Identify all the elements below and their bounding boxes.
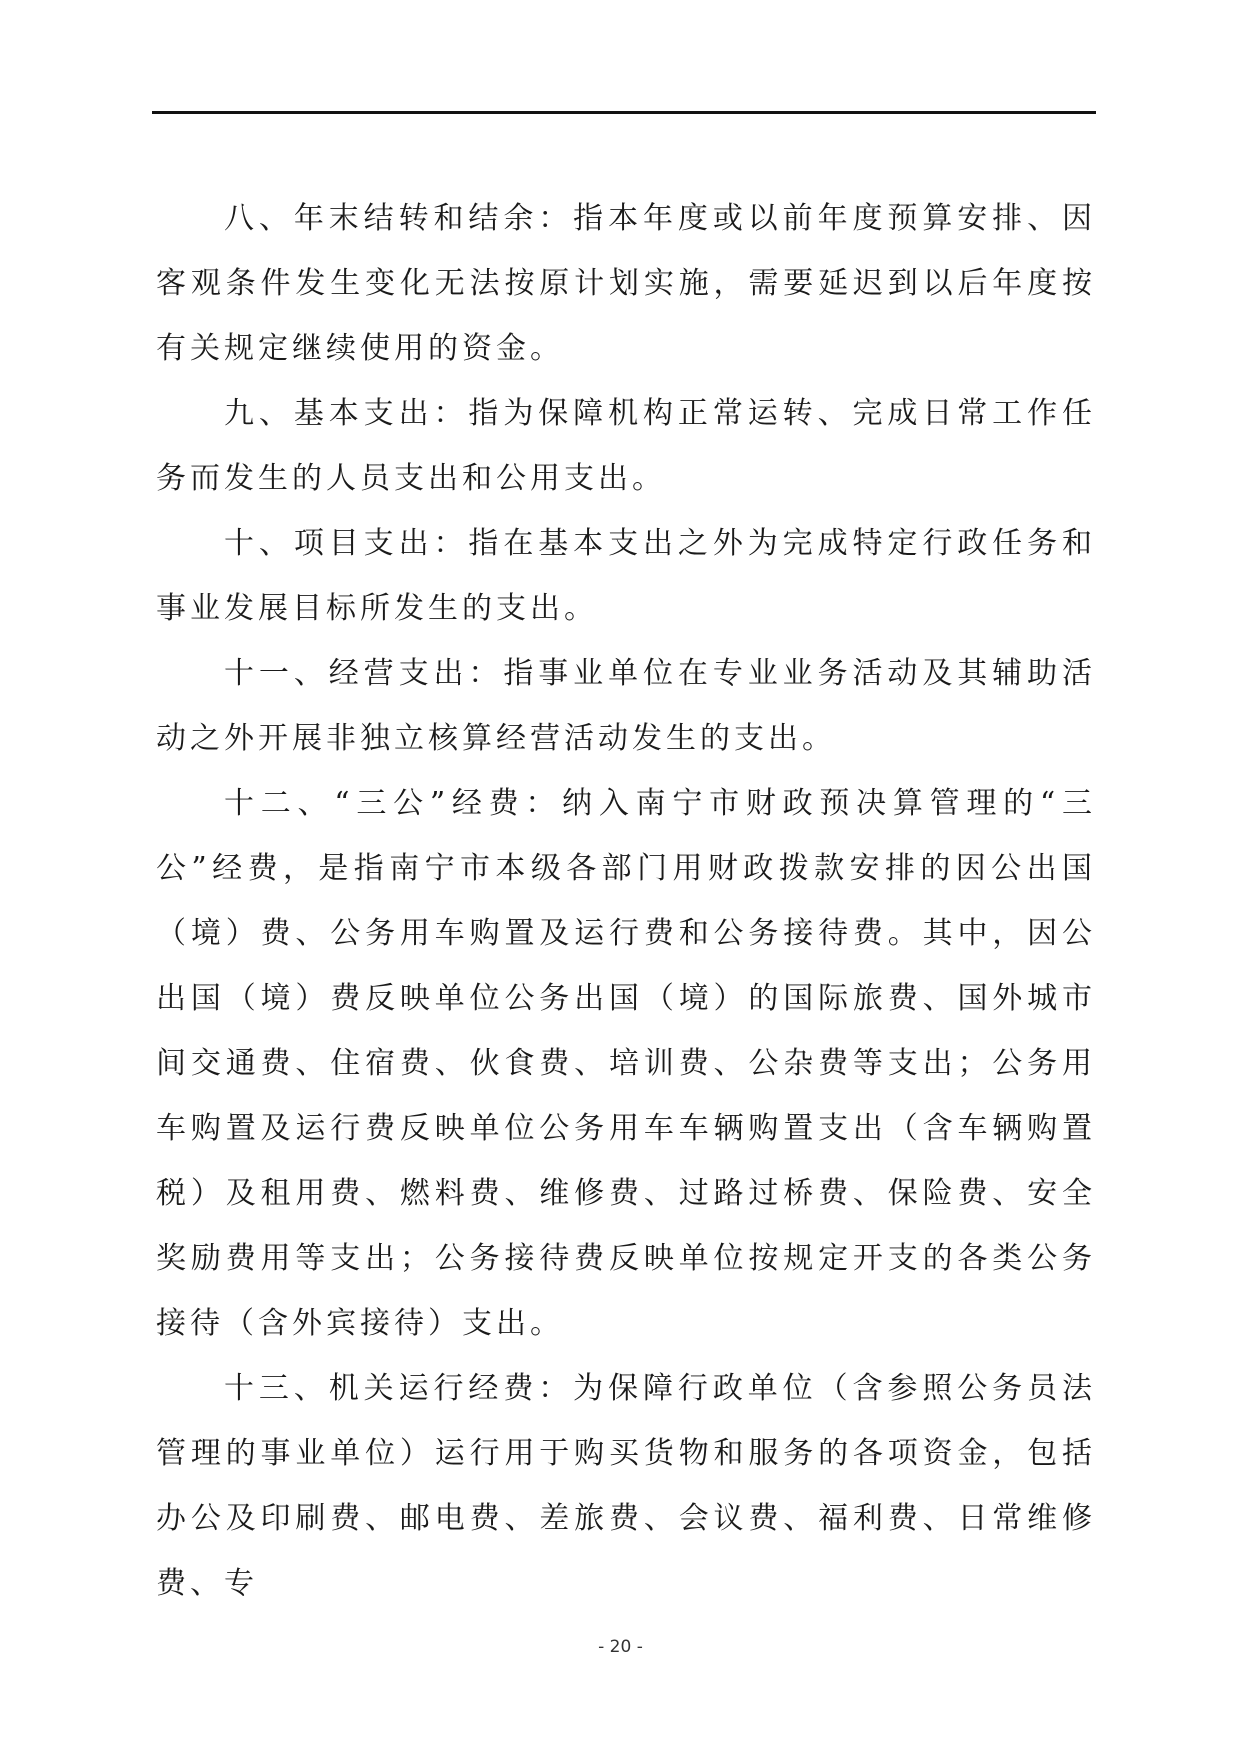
paragraph-agency-operating-funds: 十三、机关运行经费：为保障行政单位（含参照公务员法管理的事业单位）运行用于购买货物和服务的各项资金，包括办公及印刷费、邮电费、差旅费、会议费、福利费、日常维修费、专	[156, 1371, 1096, 1601]
paragraph-three-public-expenses: 十二、“三公”经费：纳入南宁市财政预决算管理的“三公”经费，是指南宁市本级各部门用财政拨款安排的因公出国（境）费、公务用车购置及运行费和公务接待费。其中，因公出国（境）费反映单位公务出国（境）的国际旅费、国外城市间交通费、住宿费、伙食费、培训费、公杂费等支出；公务用车购置及运行费反映单位公务用车车辆购置支出（含车辆购置税）及租用费、燃料费、维修费、过路过桥费、保险费、安全奖励费用等支出；公务接待费反映单位按规定开支的各类公务接待（含外宾接待）支出。	[156, 786, 1096, 1341]
paragraph-operating-expenditure: 十一、经营支出：指事业单位在专业业务活动及其辅助活动之外开展非独立核算经营活动发生的支出。	[156, 656, 1096, 756]
header-rule	[152, 111, 1096, 114]
page-number: - 20 -	[598, 1637, 643, 1657]
document-body	[156, 186, 1096, 1616]
paragraph-project-expenditure: 十、项目支出：指在基本支出之外为完成特定行政任务和事业发展目标所发生的支出。	[156, 526, 1096, 626]
paragraph-basic-expenditure: 九、基本支出：指为保障机构正常运转、完成日常工作任务而发生的人员支出和公用支出。	[156, 396, 1096, 496]
paragraph-year-end-balance: 八、年末结转和结余：指本年度或以前年度预算安排、因客观条件发生变化无法按原计划实施，需要延迟到以后年度按有关规定继续使用的资金。	[156, 201, 1096, 366]
